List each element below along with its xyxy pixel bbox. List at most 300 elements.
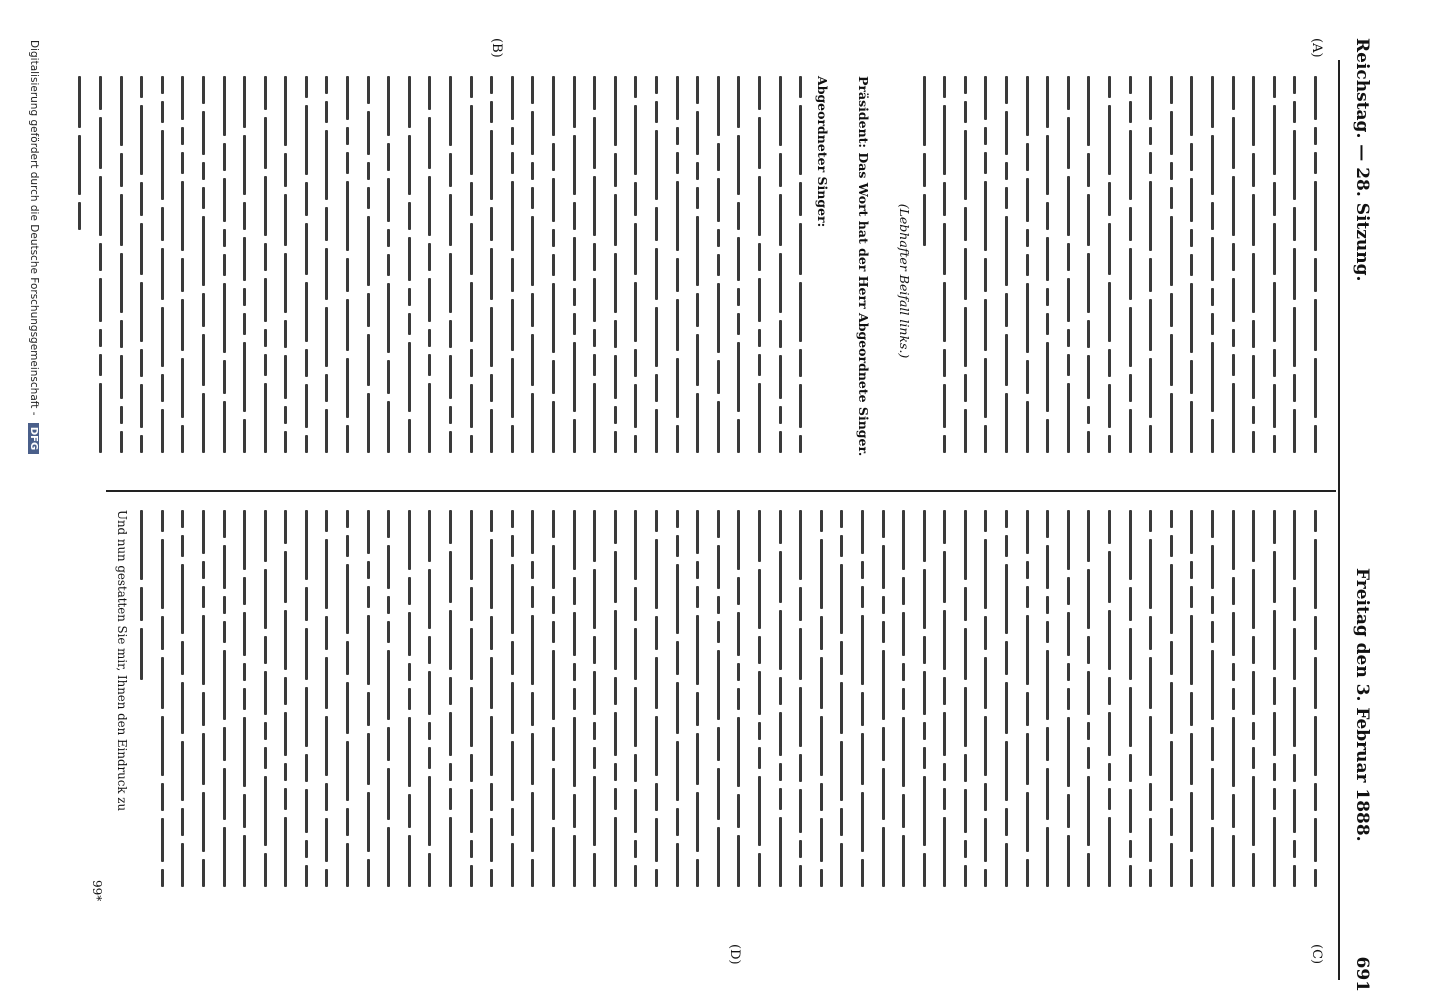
word-mark — [593, 569, 596, 629]
text-line — [255, 76, 276, 486]
word-mark — [1087, 776, 1090, 846]
word-mark — [1108, 76, 1111, 98]
word-mark — [1232, 176, 1235, 236]
word-mark — [140, 223, 143, 275]
word-mark — [181, 641, 184, 675]
text-line — [1120, 510, 1141, 920]
word-mark — [634, 687, 637, 747]
word-mark — [387, 143, 390, 171]
text-line — [564, 510, 585, 920]
word-mark — [120, 355, 123, 399]
word-mark — [1273, 76, 1276, 98]
word-mark — [202, 334, 205, 386]
word-mark — [696, 334, 699, 386]
word-mark — [655, 783, 658, 811]
word-mark — [1252, 320, 1255, 348]
word-mark — [223, 510, 226, 538]
word-mark — [676, 76, 679, 120]
word-mark — [1273, 105, 1276, 175]
word-mark — [161, 510, 164, 532]
word-mark — [593, 383, 596, 453]
word-mark — [882, 727, 885, 761]
word-mark — [552, 360, 555, 394]
word-mark — [779, 320, 782, 348]
word-mark — [264, 722, 267, 740]
word-mark — [861, 615, 864, 685]
word-mark — [573, 835, 576, 887]
word-mark — [1087, 76, 1090, 146]
text-line — [235, 510, 256, 920]
word-mark — [717, 360, 720, 394]
word-mark — [1314, 358, 1317, 418]
word-mark — [1211, 768, 1214, 820]
word-mark — [408, 688, 411, 710]
word-mark — [696, 187, 699, 209]
word-mark — [531, 586, 534, 608]
word-mark — [223, 650, 226, 720]
word-mark — [181, 535, 184, 557]
word-mark — [99, 329, 102, 347]
word-mark — [737, 688, 740, 710]
text-line — [955, 510, 976, 920]
word-mark — [676, 127, 679, 145]
text-line — [749, 76, 770, 486]
word-mark — [531, 615, 534, 685]
word-mark — [1314, 152, 1317, 174]
word-mark — [1252, 153, 1255, 187]
word-mark — [717, 254, 720, 276]
word-mark — [552, 76, 555, 136]
word-mark — [1005, 741, 1008, 801]
word-mark — [264, 510, 267, 562]
word-mark — [840, 535, 843, 557]
word-mark — [552, 768, 555, 820]
text-line — [482, 76, 503, 486]
word-mark — [264, 117, 267, 169]
word-mark — [1314, 616, 1317, 650]
word-mark — [1067, 329, 1070, 347]
text-line — [667, 76, 688, 486]
word-mark — [758, 722, 761, 740]
word-mark — [305, 754, 308, 782]
speaker-line: Abgeordneter Singer: — [814, 76, 830, 228]
word-mark — [840, 641, 843, 675]
word-mark — [387, 283, 390, 353]
word-mark — [264, 329, 267, 347]
word-mark — [552, 621, 555, 643]
word-mark — [943, 223, 946, 275]
word-mark — [985, 127, 988, 145]
word-mark — [1005, 641, 1008, 675]
word-mark — [737, 577, 740, 605]
word-mark — [923, 776, 926, 846]
word-mark — [367, 692, 370, 726]
word-mark — [799, 687, 802, 747]
word-mark — [1232, 278, 1235, 322]
word-mark — [593, 510, 596, 562]
word-mark — [243, 288, 246, 306]
word-mark — [1129, 510, 1132, 580]
word-mark — [696, 586, 699, 608]
word-mark — [717, 510, 720, 538]
word-mark — [902, 688, 905, 710]
text-line — [173, 76, 194, 486]
word-mark — [78, 76, 81, 128]
text-line — [461, 510, 482, 920]
word-mark — [305, 349, 308, 377]
word-mark — [1026, 360, 1029, 394]
word-mark — [1026, 401, 1029, 453]
word-mark — [655, 510, 658, 532]
word-mark — [1293, 248, 1296, 300]
word-mark — [758, 117, 761, 169]
text-line — [1017, 510, 1038, 920]
word-mark — [820, 510, 823, 532]
word-mark — [1129, 307, 1132, 367]
word-mark — [243, 835, 246, 887]
word-mark — [326, 818, 329, 862]
text-line — [1223, 510, 1244, 920]
word-mark — [923, 853, 926, 887]
word-mark — [1149, 616, 1152, 650]
word-mark — [1129, 865, 1132, 887]
word-mark — [882, 768, 885, 820]
word-mark — [1087, 510, 1090, 562]
word-mark — [449, 763, 452, 781]
word-mark — [696, 561, 699, 579]
word-mark — [1211, 288, 1214, 306]
word-mark — [305, 105, 308, 175]
word-mark — [1005, 564, 1008, 634]
word-mark — [367, 510, 370, 554]
word-mark — [799, 76, 802, 98]
word-mark — [531, 561, 534, 579]
text-line — [317, 510, 338, 920]
word-mark — [99, 117, 102, 169]
word-mark — [140, 435, 143, 453]
word-mark — [449, 406, 452, 424]
word-mark — [490, 783, 493, 811]
word-mark — [964, 754, 967, 782]
word-mark — [387, 360, 390, 394]
word-mark — [964, 840, 967, 858]
word-mark — [552, 254, 555, 276]
word-mark — [1293, 628, 1296, 680]
word-mark — [634, 223, 637, 275]
word-mark — [408, 76, 411, 128]
word-mark — [696, 111, 699, 155]
word-mark — [696, 76, 699, 104]
word-mark — [1026, 586, 1029, 608]
word-mark — [655, 101, 658, 123]
word-mark — [943, 510, 946, 544]
word-mark — [799, 435, 802, 453]
word-mark — [882, 510, 885, 538]
word-mark — [1190, 586, 1193, 608]
right-paragraphs — [132, 510, 1326, 920]
word-mark — [614, 253, 617, 313]
word-mark — [861, 733, 864, 785]
word-mark — [840, 741, 843, 801]
word-mark — [346, 535, 349, 557]
word-mark — [264, 636, 267, 664]
word-mark — [1067, 354, 1070, 376]
text-line — [1038, 76, 1059, 486]
word-mark — [284, 610, 287, 670]
word-mark — [943, 105, 946, 175]
column-divider — [106, 490, 1336, 492]
word-mark — [1190, 360, 1193, 394]
word-mark — [1108, 282, 1111, 342]
word-mark — [1108, 677, 1111, 705]
text-line — [626, 510, 647, 920]
word-mark — [1026, 76, 1029, 136]
word-mark — [758, 354, 761, 376]
word-mark — [305, 76, 308, 98]
word-mark — [223, 229, 226, 247]
word-mark — [1211, 827, 1214, 887]
word-mark — [264, 278, 267, 322]
word-mark — [943, 817, 946, 887]
word-mark — [449, 677, 452, 705]
word-mark — [985, 181, 988, 251]
word-mark — [799, 282, 802, 342]
text-line — [1305, 510, 1326, 920]
word-mark — [1273, 788, 1276, 810]
word-mark — [490, 374, 493, 402]
word-mark — [1293, 789, 1296, 833]
word-mark — [140, 105, 143, 175]
word-mark — [284, 763, 287, 781]
text-line — [1079, 510, 1100, 920]
word-mark — [840, 808, 843, 836]
text-line — [440, 76, 461, 486]
word-mark — [1026, 143, 1029, 171]
applause-note: (Lebhafter Beifall links.) — [897, 203, 913, 359]
word-mark — [1314, 510, 1317, 532]
word-mark — [1129, 248, 1132, 300]
word-mark — [1149, 657, 1152, 709]
word-mark — [1211, 596, 1214, 614]
word-mark — [490, 409, 493, 453]
text-line — [1017, 76, 1038, 486]
text-line — [1285, 510, 1306, 920]
word-mark — [78, 135, 81, 195]
word-mark — [1273, 712, 1276, 756]
text-line — [358, 510, 379, 920]
word-mark — [1314, 716, 1317, 776]
word-mark — [1252, 747, 1255, 769]
text-line — [1244, 510, 1265, 920]
word-mark — [367, 561, 370, 579]
text-line — [770, 76, 791, 486]
word-mark — [676, 181, 679, 251]
word-mark — [1170, 535, 1173, 557]
word-mark — [181, 258, 184, 292]
text-line — [379, 76, 400, 486]
margin-marker-a: (A) — [1309, 38, 1324, 58]
text-line — [440, 510, 461, 920]
word-mark — [655, 539, 658, 609]
word-mark — [1314, 818, 1317, 862]
word-mark — [387, 510, 390, 538]
word-mark — [1314, 76, 1317, 120]
word-mark — [1273, 551, 1276, 603]
word-mark — [140, 282, 143, 342]
word-mark — [1273, 182, 1276, 216]
word-mark — [181, 299, 184, 351]
text-line — [914, 76, 935, 486]
word-mark — [264, 243, 267, 271]
word-mark — [923, 747, 926, 769]
word-mark — [1046, 510, 1049, 538]
word-mark — [943, 435, 946, 453]
text-line — [914, 510, 935, 920]
word-mark — [223, 545, 226, 589]
word-mark — [1314, 127, 1317, 145]
text-line — [646, 76, 667, 486]
left-paragraph-2 — [70, 76, 811, 486]
word-mark — [223, 621, 226, 643]
word-mark — [387, 827, 390, 887]
word-mark — [161, 716, 164, 776]
text-line — [832, 510, 853, 920]
text-line — [852, 510, 873, 920]
word-mark — [1129, 76, 1132, 94]
word-mark — [326, 657, 329, 709]
word-mark — [1005, 808, 1008, 836]
text-line — [811, 510, 832, 920]
text-line — [399, 510, 420, 920]
word-mark — [634, 105, 637, 175]
word-mark — [985, 510, 988, 532]
word-mark — [614, 194, 617, 246]
word-mark — [1170, 682, 1173, 734]
word-mark — [428, 117, 431, 169]
text-line — [976, 76, 997, 486]
word-mark — [449, 610, 452, 670]
word-mark — [593, 76, 596, 110]
word-mark — [1026, 254, 1029, 276]
word-mark — [140, 510, 143, 580]
word-mark — [181, 76, 184, 120]
word-mark — [1293, 865, 1296, 887]
text-line — [90, 76, 111, 486]
word-mark — [120, 320, 123, 348]
word-mark — [552, 143, 555, 171]
word-mark — [1252, 776, 1255, 846]
text-line — [873, 510, 894, 920]
word-mark — [490, 307, 493, 367]
word-mark — [99, 243, 102, 271]
word-mark — [614, 817, 617, 887]
word-mark — [779, 677, 782, 705]
word-mark — [1046, 621, 1049, 643]
margin-marker-b: (B) — [489, 38, 504, 58]
word-mark — [1170, 216, 1173, 286]
text-line — [482, 510, 503, 920]
closing-line: Und nun gestatten Sie mir, Ihnen den Eindruck zu — [114, 510, 129, 812]
word-mark — [449, 153, 452, 187]
word-mark — [1293, 307, 1296, 367]
word-mark — [531, 692, 534, 726]
word-mark — [1108, 817, 1111, 887]
word-mark — [202, 733, 205, 785]
word-mark — [223, 76, 226, 136]
text-line — [1182, 76, 1203, 486]
right-column — [111, 510, 1326, 920]
text-line — [276, 76, 297, 486]
word-mark — [737, 342, 740, 412]
text-line — [1058, 510, 1079, 920]
word-mark — [552, 283, 555, 353]
word-mark — [1005, 510, 1008, 528]
word-mark — [634, 840, 637, 858]
word-mark — [1293, 207, 1296, 241]
word-mark — [490, 510, 493, 532]
word-mark — [840, 510, 843, 528]
text-line — [276, 510, 297, 920]
word-mark — [882, 545, 885, 589]
word-mark — [428, 354, 431, 376]
word-mark — [1293, 687, 1296, 747]
word-mark — [161, 307, 164, 367]
word-mark — [511, 808, 514, 836]
word-mark — [861, 859, 864, 887]
word-mark — [1087, 320, 1090, 348]
page-signature: 99* — [90, 880, 104, 902]
word-mark — [696, 615, 699, 685]
word-mark — [408, 288, 411, 306]
word-mark — [490, 657, 493, 709]
word-mark — [758, 243, 761, 271]
word-mark — [202, 216, 205, 286]
word-mark — [181, 181, 184, 251]
word-mark — [408, 202, 411, 230]
word-mark — [573, 794, 576, 828]
text-line — [894, 510, 915, 920]
word-mark — [1087, 253, 1090, 313]
word-mark — [264, 354, 267, 376]
word-mark — [223, 596, 226, 614]
word-mark — [408, 419, 411, 453]
word-mark — [1252, 406, 1255, 424]
word-mark — [326, 616, 329, 650]
word-mark — [531, 510, 534, 554]
word-mark — [1046, 650, 1049, 720]
word-mark — [1046, 76, 1049, 128]
word-mark — [655, 616, 658, 650]
word-mark — [779, 431, 782, 453]
word-mark — [655, 657, 658, 709]
word-mark — [1170, 334, 1173, 386]
word-mark — [1026, 792, 1029, 852]
word-mark — [531, 293, 534, 327]
word-mark — [634, 628, 637, 680]
word-mark — [737, 794, 740, 828]
word-mark — [120, 194, 123, 246]
word-mark — [387, 650, 390, 720]
word-mark — [326, 130, 329, 200]
word-mark — [408, 612, 411, 656]
word-mark — [923, 194, 926, 246]
word-mark — [326, 716, 329, 776]
word-mark — [531, 216, 534, 286]
word-mark — [1129, 628, 1132, 680]
word-mark — [243, 419, 246, 453]
word-mark — [1252, 194, 1255, 246]
word-mark — [470, 105, 473, 175]
